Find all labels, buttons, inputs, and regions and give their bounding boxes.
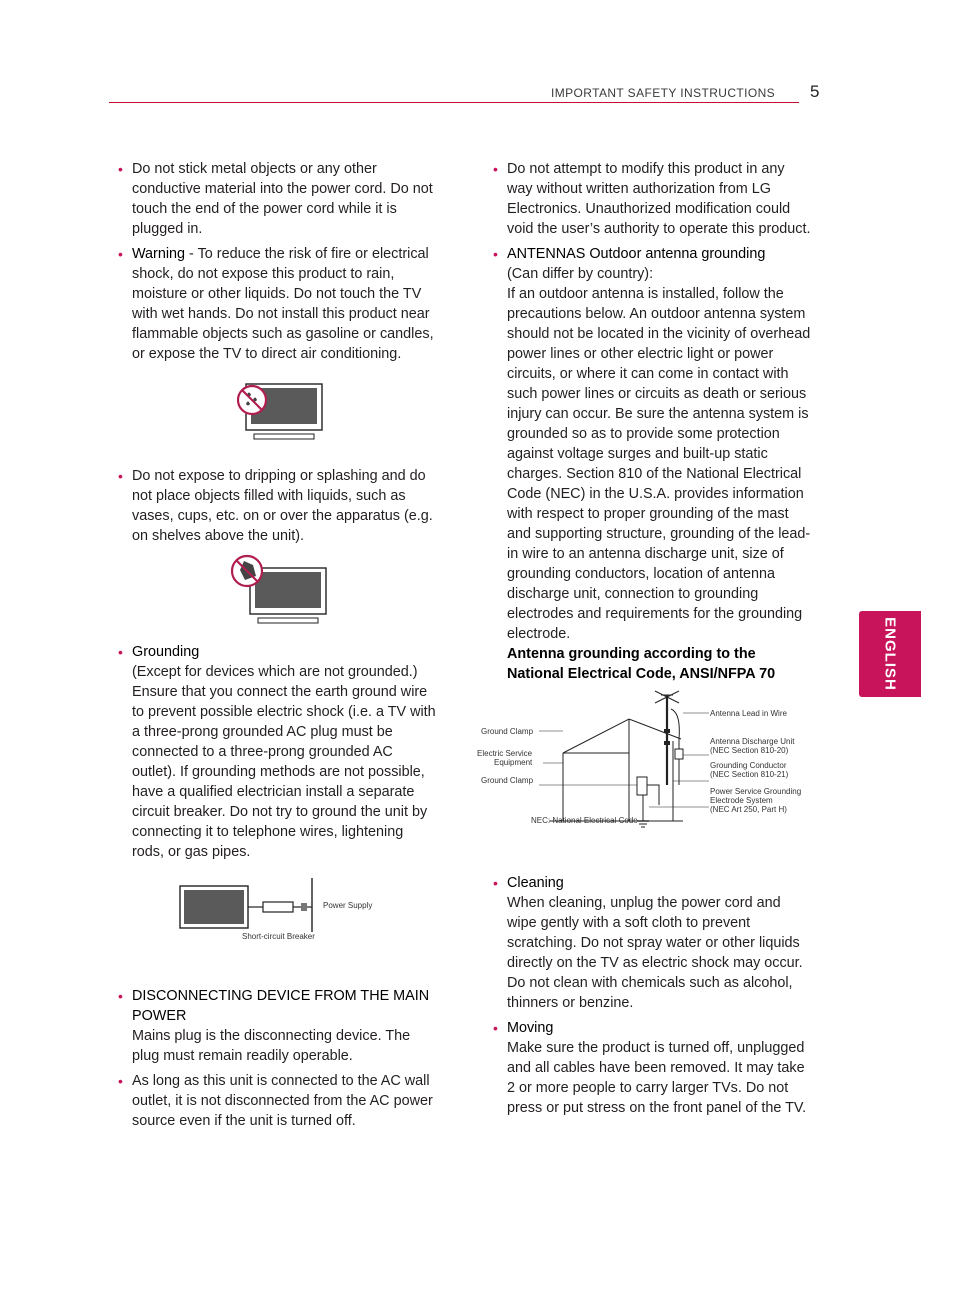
header-rule bbox=[109, 102, 799, 103]
item-sub: (Can differ by country): bbox=[507, 266, 654, 282]
item-text: As long as this unit is connected to the AC wall outlet, it is not disconnected from the AC power source even if the unit is turned off. bbox=[132, 1073, 433, 1129]
label-discharge-1: Antenna Discharge Unit bbox=[710, 737, 795, 746]
bullet-icon: • bbox=[118, 468, 123, 484]
item-text: Do not stick metal objects or any other conductive material into the power cord. Do not touch the end of the power cord while it is plugged in. bbox=[132, 161, 433, 237]
list-item bbox=[493, 873, 813, 1013]
item-lead: DISCONNECTING DEVICE FROM THE MAIN POWER bbox=[132, 988, 430, 1024]
left-column bbox=[118, 159, 438, 1136]
list-item bbox=[493, 244, 813, 684]
bullet-icon: • bbox=[493, 246, 498, 262]
list-item bbox=[493, 159, 813, 239]
label-conductor-1: Grounding Conductor bbox=[710, 761, 787, 770]
figure-no-liquid bbox=[118, 554, 438, 626]
item-lead: Moving bbox=[507, 1020, 554, 1036]
list-item bbox=[118, 244, 438, 364]
figure-no-wet-hands bbox=[118, 372, 438, 450]
header-title: IMPORTANT SAFETY INSTRUCTIONS bbox=[551, 86, 776, 100]
label-antenna-lead: Antenna Lead in Wire bbox=[710, 709, 787, 718]
label-electric-service-1: Electric Service bbox=[477, 749, 533, 758]
label-discharge-2: (NEC Section 810-20) bbox=[710, 746, 789, 755]
label-ground-clamp-bottom: Ground Clamp bbox=[481, 776, 534, 785]
bullet-icon: • bbox=[493, 161, 498, 177]
list-item bbox=[118, 642, 438, 862]
label-ground-clamp-top: Ground Clamp bbox=[481, 727, 534, 736]
label-power-supply: Power Supply bbox=[323, 901, 373, 910]
item-text: (Except for devices which are not grounded.) Ensure that you connect the earth ground wire to prevent possible electric shock (i.e. a TV with a three-prong grounded AC plug must be connected to a three-prong grounded AC outlet). If grounding methods are not possible, have a qualified electrician install a separate circuit breaker. Do not try to ground the unit by connecting it to telephone wires, lightening rods, or gas pipes. bbox=[132, 664, 436, 860]
item-lead: Cleaning bbox=[507, 875, 564, 891]
no-wet-hands-icon bbox=[118, 372, 438, 450]
label-electrode-2: Electrode System bbox=[710, 796, 773, 805]
bullet-icon: • bbox=[118, 988, 123, 1004]
list-item bbox=[118, 466, 438, 546]
item-lead: ANTENNAS Outdoor antenna grounding bbox=[507, 246, 766, 262]
item-text: Do not expose to dripping or splashing and do not place objects filled with liquids, such as vases, cups, etc. on or over the apparatus (e.g. on shelves above the unit). bbox=[132, 468, 433, 544]
list-item bbox=[118, 986, 438, 1066]
label-conductor-2: (NEC Section 810-21) bbox=[710, 770, 789, 779]
figure-grounding bbox=[118, 878, 438, 966]
item-lead: Grounding bbox=[132, 644, 200, 660]
label-breaker: Short-circuit Breaker bbox=[242, 932, 315, 941]
language-tab-label: ENGLISH bbox=[881, 617, 899, 691]
list-item bbox=[118, 1071, 438, 1131]
language-tab bbox=[859, 611, 921, 697]
item-text: If an outdoor antenna is installed, follow the precautions below. An outdoor antenna system should not be located in the vicinity of overhead power lines or other electric light or power circuits, or where it can come in contact with such power lines or circuits as death or serious injury can occur. Be sure the antenna system is grounded so as to provide some protection against voltage surges and built-up static charges. Section 810 of the National Electrical Code (NEC) in the U.S.A. provides information with respect to proper grounding of the mast and supporting structure, grounding of the lead-in wire to an antenna discharge unit, size of grounding conductors, location of antenna discharge unit, connection to grounding electrodes and requirements for the grounding electrode. bbox=[507, 286, 811, 642]
item-text: Do not attempt to modify this product in any way without written authorization from LG Electronics. Unauthorized modification could void the user’s authority to operate this product. bbox=[507, 161, 811, 237]
bullet-icon: • bbox=[118, 161, 123, 177]
tv-icon bbox=[118, 878, 438, 966]
list-item bbox=[118, 159, 438, 239]
label-electrode-1: Power Service Grounding bbox=[710, 787, 802, 796]
list-item bbox=[493, 1018, 813, 1118]
item-text: When cleaning, unplug the power cord and wipe gently with a soft cloth to prevent scratching. Do not spray water or other liquids directly on the TV as electric shock may occur. Do not clean with chemicals such as alcohol, thinners or benzine. bbox=[507, 895, 803, 1011]
label-electrode-3: (NEC Art 250, Part H) bbox=[710, 805, 787, 814]
item-lead: Warning bbox=[132, 246, 186, 262]
bullet-icon: • bbox=[118, 246, 123, 262]
page-number: 5 bbox=[810, 82, 820, 101]
label-nec-note: NEC: National Electrical Code bbox=[531, 816, 638, 825]
item-bold: Antenna grounding according to the National Electrical Code, ANSI/NFPA 70 bbox=[507, 646, 776, 682]
bullet-icon: • bbox=[493, 1020, 498, 1036]
item-text: Mains plug is the disconnecting device. The plug must remain readily operable. bbox=[132, 1028, 411, 1064]
item-text: Make sure the product is turned off, unplugged and all cables have been removed. It may take 2 or more people to carry larger TVs. Do not press or put stress on the front panel of the TV. bbox=[507, 1040, 807, 1116]
label-electric-service-2: Equipment bbox=[494, 758, 533, 767]
no-liquid-icon bbox=[118, 554, 438, 626]
figure-antenna-grounding bbox=[477, 689, 813, 859]
right-column bbox=[477, 159, 813, 1123]
bullet-icon: • bbox=[118, 1073, 123, 1089]
bullet-icon: • bbox=[118, 644, 123, 660]
bullet-icon: • bbox=[493, 875, 498, 891]
item-text: - To reduce the risk of fire or electrical shock, do not expose this product to rain, moisture or other liquids. Do not touch the TV with wet hands. Do not install this product near flammable objects such as gasoline or candles, or expose the TV to direct air conditioning. bbox=[132, 246, 434, 362]
